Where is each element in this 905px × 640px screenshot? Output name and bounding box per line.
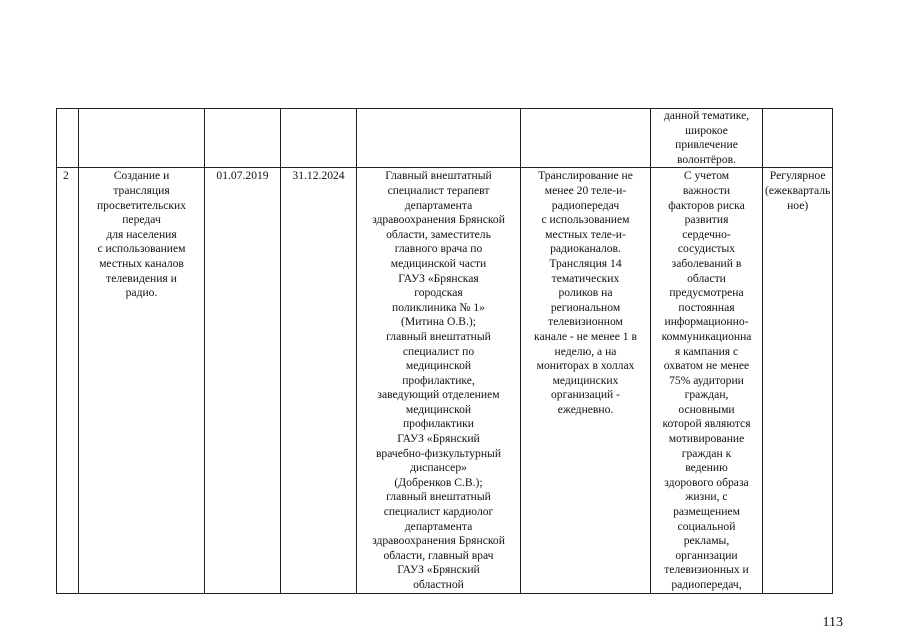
text-line: волонтёров.	[676, 152, 736, 166]
text-line: рекламы,	[683, 534, 730, 548]
text-line: Регулярное	[769, 169, 826, 183]
text-line: местных теле-и-	[545, 227, 626, 241]
text-line: широкое	[685, 123, 728, 137]
start-date: 01.07.2019	[205, 168, 281, 593]
text-line: специалист кардиолог	[383, 505, 494, 519]
text-line: Транслирование не	[538, 169, 633, 183]
cell-frequency	[763, 109, 833, 168]
text-line: телевизионных и	[664, 563, 749, 577]
text-line: неделю, а на	[554, 344, 617, 358]
text-line: ное)	[787, 198, 809, 212]
text-line: для населения	[106, 227, 177, 241]
text-line: просветительских	[96, 198, 187, 212]
text-line: роликов на	[558, 286, 613, 300]
text-line: здорового образа	[664, 475, 749, 489]
text-line: здравоохранения Брянской	[372, 534, 505, 548]
action-plan-table	[56, 108, 833, 594]
event-name	[81, 169, 202, 300]
text-line: охватом не менее	[663, 359, 750, 373]
cell-responsible	[357, 109, 521, 168]
text-line: департамента	[404, 519, 473, 533]
text-line: с использованием	[541, 213, 630, 227]
text-line: ГАУЗ «Брянский	[397, 563, 480, 577]
end-date: 31.12.2024	[281, 168, 357, 593]
text-line: менее 20 теле-и-	[544, 183, 627, 197]
text-line: мотивирование	[668, 432, 745, 446]
text-line: заболеваний в	[671, 256, 742, 270]
cell-start-date	[205, 109, 281, 168]
text-line: профилактике,	[402, 373, 475, 387]
cell-end-date	[281, 109, 357, 168]
table-row	[57, 168, 833, 593]
text-line: медицинских	[552, 373, 619, 387]
cell-name	[79, 168, 205, 593]
text-line: которой являются	[662, 417, 751, 431]
text-line: департамента	[404, 198, 473, 212]
text-line: медицинской	[405, 359, 472, 373]
text-line: я кампания с	[674, 344, 739, 358]
text-line: городская	[414, 286, 463, 300]
text-line: с использованием	[97, 242, 186, 256]
text-line: социальной	[677, 519, 736, 533]
text-line: главного врача по	[394, 242, 483, 256]
text-line: сосудистых	[677, 242, 736, 256]
frequency-text	[765, 169, 830, 213]
table-row-continuation	[57, 109, 833, 168]
text-line: радиопередач,	[671, 578, 742, 591]
text-line: заведующий отделением	[377, 388, 500, 402]
text-line: ГАУЗ «Брянская	[398, 271, 479, 285]
text-line: постоянная	[678, 300, 735, 314]
text-line: привлечение	[675, 138, 738, 152]
text-line: Главный внештатный	[385, 169, 492, 183]
text-line: предусмотрена	[669, 286, 744, 300]
text-line: телевидения и	[106, 271, 177, 285]
text-line: (Добренков С.В.);	[394, 475, 483, 489]
text-line: Трансляция 14	[549, 256, 622, 270]
text-line: граждан,	[684, 388, 729, 402]
text-line: области, заместитель	[386, 227, 491, 241]
responsible-persons	[359, 169, 518, 592]
text-line: врачебно-физкультурный	[375, 446, 502, 460]
cell-result	[651, 109, 763, 168]
text-line: трансляция	[113, 183, 170, 197]
text-line: тематических	[551, 271, 620, 285]
text-line: медицинской	[405, 402, 472, 416]
text-line: ГАУЗ «Брянский	[397, 432, 480, 446]
result-text	[653, 169, 760, 592]
text-line: Создание и	[113, 169, 170, 183]
text-line: здравоохранения Брянской	[372, 213, 505, 227]
text-line: ведению	[685, 461, 728, 475]
text-line: поликлиника № 1»	[392, 300, 485, 314]
text-line: факторов риска	[668, 198, 745, 212]
continuation-result-text	[653, 109, 760, 167]
text-line: профилактики	[402, 417, 475, 431]
cell-number	[57, 109, 79, 168]
text-line: ежедневно.	[557, 402, 614, 416]
text-line: развития	[684, 213, 729, 227]
text-line: 75% аудитории	[669, 373, 744, 387]
text-line: диспансер»	[410, 461, 467, 475]
text-line: радиопередач	[551, 198, 620, 212]
text-line: организации	[675, 548, 738, 562]
text-line: специалист по	[402, 344, 475, 358]
text-line: размещением	[673, 505, 740, 519]
row-number: 2	[57, 168, 79, 593]
text-line: важности	[682, 183, 731, 197]
text-line: жизни, с	[685, 490, 728, 504]
text-line: мониторах в холлах	[536, 359, 635, 373]
text-line: областной	[413, 578, 464, 591]
text-line: области	[687, 271, 726, 285]
text-line: данной тематике,	[663, 109, 750, 122]
text-line: медицинской части	[390, 256, 487, 270]
text-line: местных каналов	[99, 256, 184, 270]
cell-result	[651, 168, 763, 593]
text-line: главный внештатный	[386, 490, 491, 504]
text-line: основными	[678, 402, 735, 416]
text-line: (ежекварталь	[765, 183, 831, 197]
text-line: информационно-	[664, 315, 749, 329]
indicator-text	[523, 169, 648, 417]
text-line: главный внештатный	[386, 329, 491, 343]
text-line: (Митина О.В.);	[401, 315, 476, 329]
cell-indicator	[521, 109, 651, 168]
text-line: передач	[122, 213, 161, 227]
text-line: канале - не менее 1 в	[534, 329, 637, 343]
cell-responsible	[357, 168, 521, 593]
text-line: специалист терапевт	[387, 183, 490, 197]
cell-frequency	[763, 168, 833, 593]
text-line: области, главный врач	[383, 548, 494, 562]
cell-indicator	[521, 168, 651, 593]
text-line: радио.	[125, 286, 158, 300]
text-line: граждан к	[681, 446, 732, 460]
page-number: 113	[822, 615, 843, 630]
cell-name	[79, 109, 205, 168]
text-line: региональном	[550, 300, 621, 314]
text-line: С учетом	[683, 169, 730, 183]
text-line: радиоканалов.	[550, 242, 621, 256]
text-line: телевизионном	[548, 315, 623, 329]
text-line: организаций -	[550, 388, 620, 402]
text-line: сердечно-	[682, 227, 731, 241]
text-line: коммуникационна	[661, 329, 752, 343]
